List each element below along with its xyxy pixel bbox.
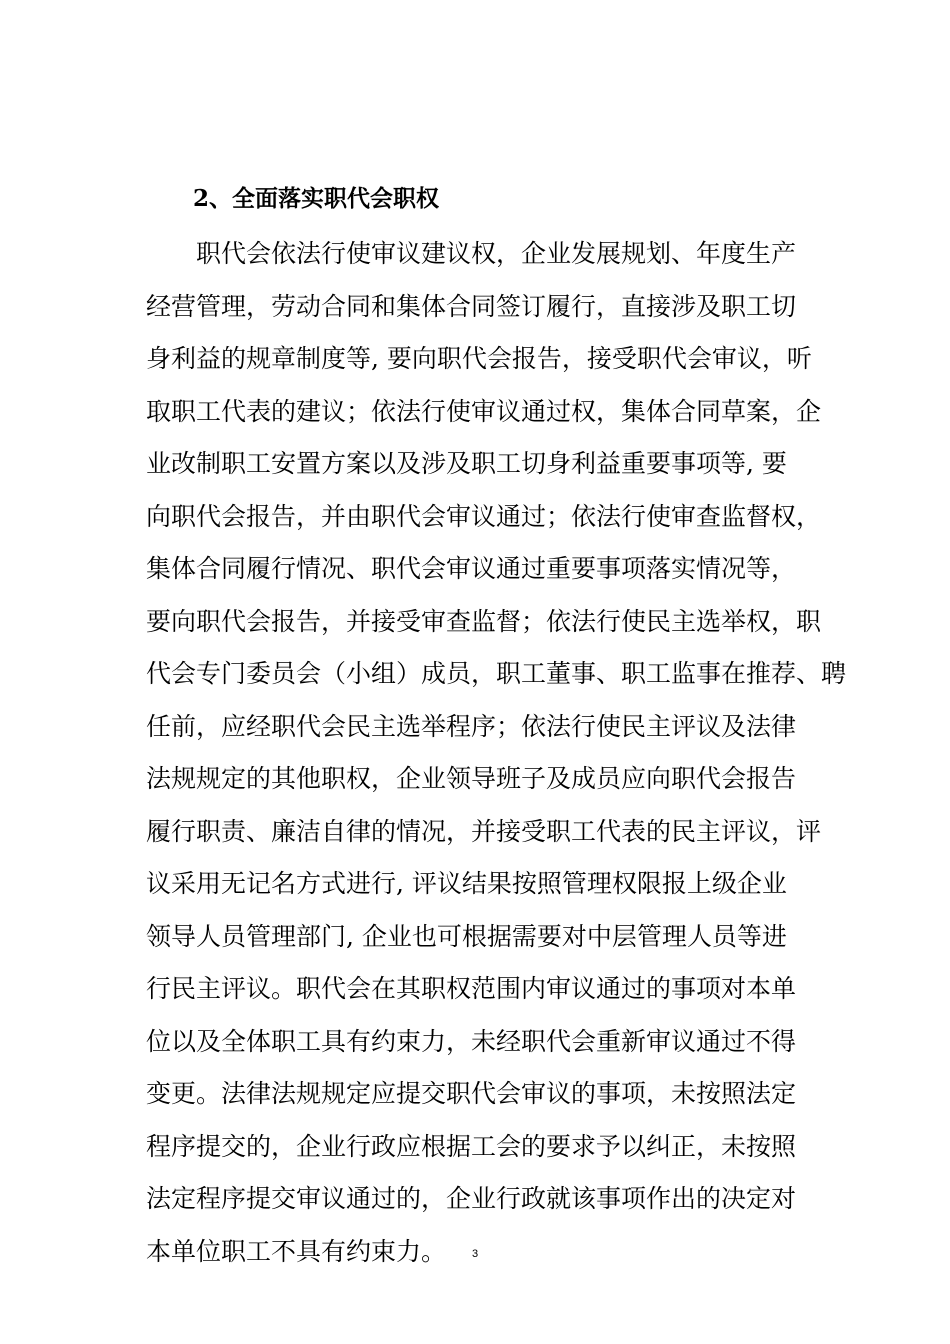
paragraph-line: 议采用无记名方式进行, 评议结果按照管理权限报上级企业 bbox=[146, 869, 787, 898]
paragraph-line: 变更。法律法规规定应提交职代会审议的事项，未按照法定 bbox=[146, 1079, 797, 1108]
paragraph-line: 程序提交的，企业行政应根据工会的要求予以纠正，未按照 bbox=[146, 1131, 797, 1161]
paragraph-line: 要向职代会报告，并接受审查监督；依法行使民主选举权，职 bbox=[146, 606, 822, 636]
page-number: 3 bbox=[471, 1248, 479, 1260]
paragraph-line: 履行职责、廉洁自律的情况，并接受职工代表的民主评议，评 bbox=[146, 816, 822, 846]
paragraph-line: 向职代会报告，并由职代会审议通过；依法行使审查监督权， bbox=[146, 501, 822, 531]
paragraph-line: 代会专门委员会（小组）成员，职工董事、职工监事在推荐、聘 bbox=[146, 659, 847, 688]
paragraph-line: 本单位职工不具有约束力。 bbox=[146, 1236, 447, 1266]
paragraph-line: 职代会依法行使审议建议权，企业发展规划、年度生产 bbox=[196, 239, 797, 268]
section-heading: 2、全面落实职代会职权 bbox=[193, 185, 440, 212]
paragraph-line: 集体合同履行情况、职代会审议通过重要事项落实情况等， bbox=[146, 554, 797, 583]
paragraph-line: 行民主评议。职代会在其职权范围内审议通过的事项对本单 bbox=[146, 974, 797, 1003]
paragraph-line: 法规规定的其他职权，企业领导班子及成员应向职代会报告 bbox=[146, 764, 797, 793]
paragraph-line: 取职工代表的建议；依法行使审议通过权，集体合同草案，企 bbox=[146, 396, 822, 426]
paragraph-line: 任前，应经职代会民主选举程序；依法行使民主评议及法律 bbox=[146, 711, 797, 741]
paragraph-line: 领导人员管理部门, 企业也可根据需要对中层管理人员等进 bbox=[146, 921, 787, 951]
paragraph-line: 身利益的规章制度等, 要向职代会报告，接受职代会审议，听 bbox=[146, 344, 812, 373]
paragraph-line: 业改制职工安置方案以及涉及职工切身利益重要事项等, 要 bbox=[146, 449, 787, 478]
paragraph-line: 经营管理，劳动合同和集体合同签订履行，直接涉及职工切 bbox=[146, 291, 797, 321]
paragraph-line: 法定程序提交审议通过的，企业行政就该事项作出的决定对 bbox=[146, 1184, 797, 1213]
body-paragraph bbox=[146, 228, 847, 1278]
paragraph-line: 位以及全体职工具有约束力，未经职代会重新审议通过不得 bbox=[146, 1026, 797, 1056]
